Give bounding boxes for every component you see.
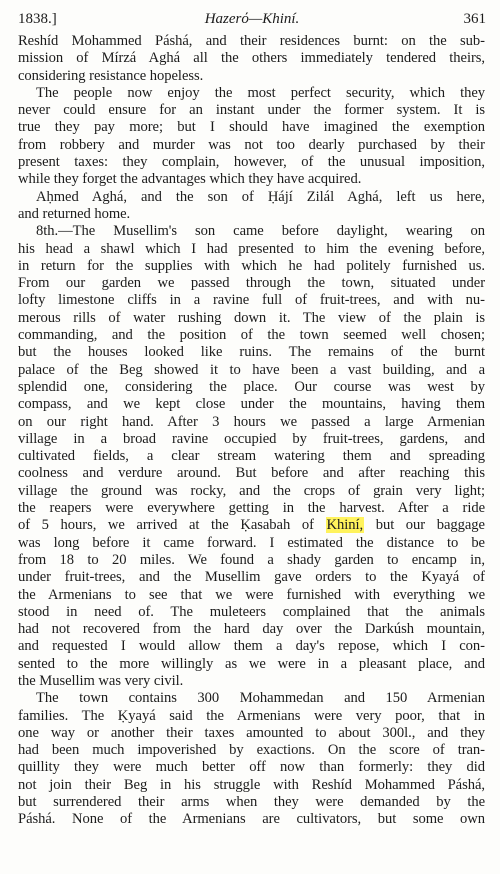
text-line: true they pay more; but I should have imagined the exemption: [18, 119, 485, 136]
text-line: 8th.—The Musellim's son came before daylight, wearing on: [36, 223, 485, 240]
highlighted-word: Khiní,: [326, 517, 364, 534]
running-header: [18, 8, 486, 30]
text-line: under fruit-trees, and the Musellim gave orders to the Kyayá of: [18, 569, 485, 586]
text-line: mission of Mírzá Aghá all the others immediately tendered theirs,: [18, 50, 485, 67]
text-line: commanding, and the position of the town seemed well chosen;: [18, 327, 485, 344]
text-line: Aḥmed Aghá, and the son of Ḥájí Zilál Aghá, left us here,: [36, 188, 485, 205]
text-line: quillity they were much better off now than formerly: they did: [18, 759, 485, 776]
text-line: the Musellim was very civil.: [18, 672, 184, 689]
text-line: From our garden we passed through the town, situated under: [18, 275, 485, 292]
text-line: on our right hand. After 3 hours we passed a large Armenian: [18, 413, 485, 430]
header-year: 1838.]: [18, 11, 57, 27]
text-line: in return for the supplies with which he had politely furnished us.: [18, 257, 485, 274]
text-line: and returned home.: [18, 205, 131, 222]
text-line-highlight: [18, 517, 485, 534]
text-line: the Armenians to see that we were furnished with everything we: [18, 586, 485, 603]
header-title: Hazerό—Khiní.: [204, 11, 300, 27]
text-line: The people now enjoy the most perfect security, which they: [36, 84, 485, 101]
text-line: compass, and we kept close under the mountains, having them: [18, 396, 485, 413]
text-line: had not recovered from the hard day over the Darkúsh mountain,: [18, 621, 485, 638]
text-line: considering resistance hopeless.: [18, 67, 204, 84]
text-line: one way or another their taxes amounted to about 300l., and they: [18, 724, 485, 741]
text-segment: but our baggage: [364, 517, 485, 534]
text-line: had been much impoverished by exactions. On the score of tran-: [18, 742, 485, 759]
text-line: The town contains 300 Mohammedan and 150 Armenian: [36, 690, 485, 707]
text-line: village the ground was rocky, and the crops of grain very light;: [18, 482, 485, 499]
text-line: was long before it came forward. I estimated the distance to be: [18, 534, 485, 551]
text-line: never could ensure for an instant under the former system. It is: [18, 102, 485, 119]
text-line: village in a broad ravine occupied by fruit-trees, gardens, and: [18, 430, 485, 447]
text-line: from 18 to 20 miles. We found a shady garden to encamp in,: [18, 551, 485, 568]
text-line: coolness and verdure around. But before and after reaching this: [18, 465, 485, 482]
body-text: [18, 33, 485, 829]
text-line: while they forget the advantages which they have acquired.: [18, 171, 362, 188]
text-line: splendid one, considering the place. Our course was west by: [18, 378, 485, 395]
page-number: 361: [463, 11, 486, 27]
text-line: but surrendered their arms when they were demanded by the: [18, 794, 485, 811]
text-line: merous rills of water rushing down it. The view of the plain is: [18, 309, 485, 326]
text-line: the reapers were everywhere getting in the harvest. After a ride: [18, 500, 485, 517]
text-line: Reshíd Mohammed Páshá, and their residences burnt: on the sub-: [18, 33, 485, 49]
text-segment: of 5 hours, we arrived at the Ḳasabah of: [18, 517, 314, 534]
text-line: from robbery and murder was not too dearly purchased by their: [18, 136, 485, 153]
text-line: Páshá. None of the Armenians are cultivators, but some own: [18, 811, 485, 828]
text-line: stood in need of. The muleteers complained that the animals: [18, 603, 485, 620]
text-line: his head a shawl which I had presented to him the evening before,: [18, 240, 485, 257]
text-line: palace of the Beg showed it to have been a vast building, and a: [18, 361, 485, 378]
text-line: cultivated fields, a clear stream watering them and spreading: [18, 448, 485, 465]
text-line: lofty limestone cliffs in a ravine full of fruit-trees, and with nu-: [18, 292, 485, 309]
text-line: not join their Beg in his struggle with Reshíd Mohammed Páshá,: [18, 776, 485, 793]
text-line: and requested I would allow them a day's repose, which I con-: [18, 638, 485, 655]
text-line: sented to the more willingly as we were in a pleasant place, and: [18, 655, 485, 672]
text-line: families. The Ḳyayá said the Armenians were very poor, that in: [18, 707, 485, 724]
text-line: but the houses looked like ruins. The remains of the burnt: [18, 344, 485, 361]
text-line: present taxes: they complain, however, of the unusual imposition,: [18, 154, 485, 171]
